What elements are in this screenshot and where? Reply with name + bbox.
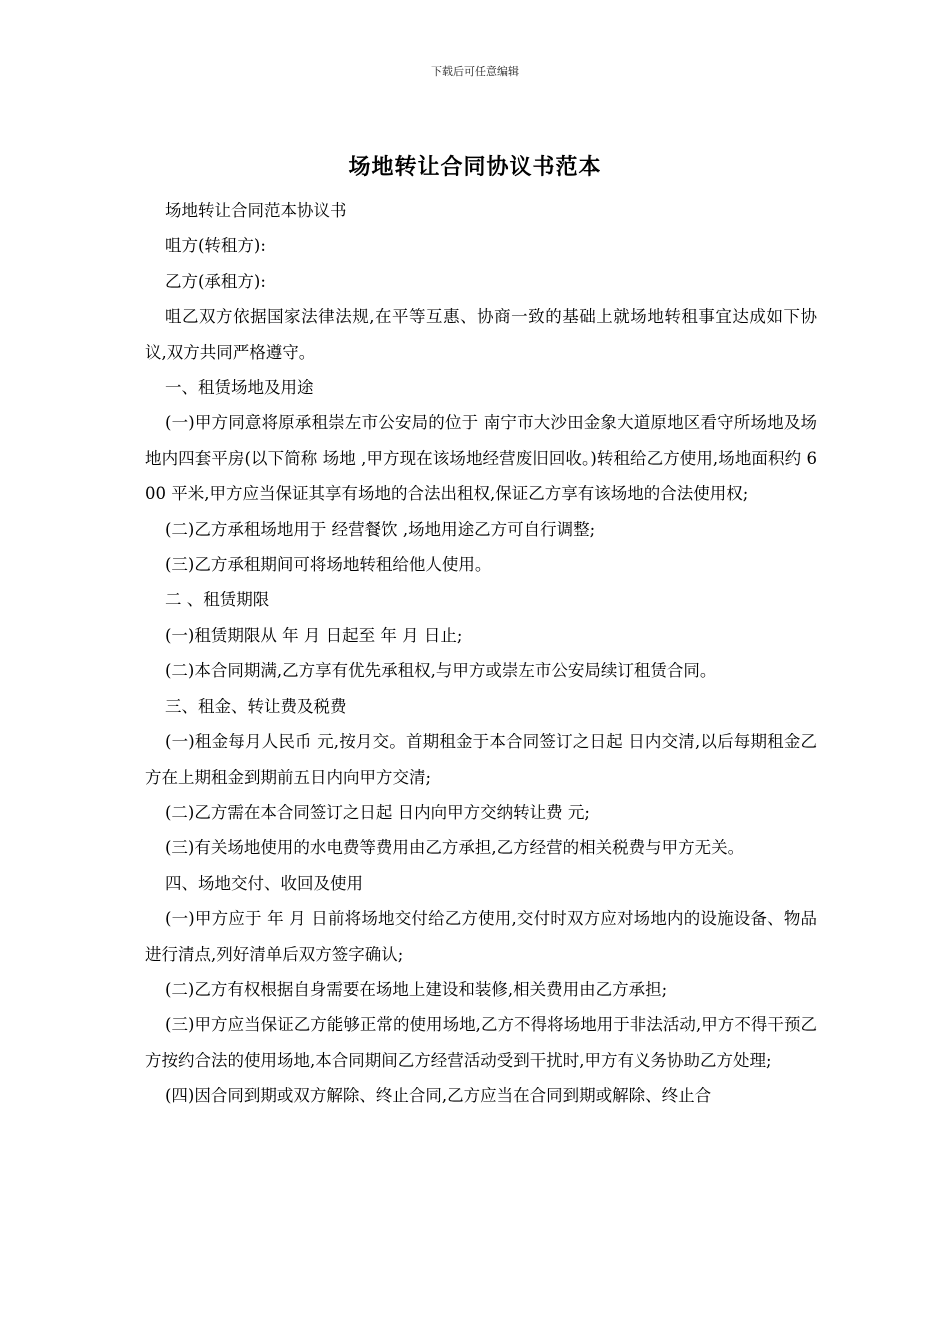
- clause-3-1: (一)租金每月人民币 元,按月交。首期租金于本合同签订之日起 日内交清,以后每期租金乙方在上期租金到期前五日内向甲方交清;: [145, 732, 817, 787]
- paragraph-party-a: 咀方(转租方):: [165, 236, 266, 256]
- section-heading-2: 二 、租赁期限: [165, 590, 270, 610]
- section-heading-4: 四、场地交付、收回及使用: [165, 873, 363, 893]
- section-heading-1: 一、租赁场地及用途: [165, 378, 314, 398]
- page-header-note: 下载后可任意编辑: [431, 65, 519, 78]
- clause-2-2: (二)本合同期满,乙方享有优先承租权,与甲方或崇左市公安局续订租赁合同。: [165, 661, 717, 681]
- clause-3-3: (三)有关场地使用的水电费等费用由乙方承担,乙方经营的相关税费与甲方无关。: [165, 838, 745, 858]
- clause-1-2: (二)乙方承租场地用于 经营餐饮 ,场地用途乙方可自行调整;: [165, 519, 596, 539]
- clause-4-2: (二)乙方有权根据自身需要在场地上建设和装修,相关费用由乙方承担;: [165, 979, 668, 999]
- document-body: [145, 193, 817, 1114]
- section-heading-3: 三、租金、转让费及税费: [165, 696, 347, 716]
- clause-2-1: (一)租赁期限从 年 月 日起至 年 月 日止;: [165, 625, 463, 645]
- clause-1-1: (一)甲方同意将原承租崇左市公安局的位于 南宁市大沙田金象大道原地区看守所场地及场地内四套平房(以下简称 场地 ,甲方现在该场地经营废旧回收。)转租给乙方使用,场地面积约 600 平米,甲方应当保证其享有场地的合法出租权,保证乙方享有该场地的合法使用权;: [145, 413, 817, 504]
- document-title: 场地转让合同协议书范本: [348, 154, 602, 180]
- paragraph-subtitle: 场地转让合同范本协议书: [165, 201, 347, 220]
- clause-1-3: (三)乙方承租期间可将场地转租给他人使用。: [165, 555, 492, 575]
- clause-4-1: (一)甲方应于 年 月 日前将场地交付给乙方使用,交付时双方应对场地内的设施设备、物品进行清点,列好清单后双方签字确认;: [145, 909, 817, 964]
- paragraph-party-b: 乙方(承租方):: [165, 271, 266, 291]
- clause-4-4: (四)因合同到期或双方解除、终止合同,乙方应当在合同到期或解除、终止合: [165, 1086, 712, 1106]
- clause-3-2: (二)乙方需在本合同签订之日起 日内向甲方交纳转让费 元;: [165, 802, 590, 822]
- paragraph-preamble: 咀乙双方依据国家法律法规,在平等互惠、协商一致的基础上就场地转租事宜达成如下协议,双方共同严格遵守。: [145, 307, 817, 362]
- clause-4-3: (三)甲方应当保证乙方能够正常的使用场地,乙方不得将场地用于非法活动,甲方不得干预乙方按约合法的使用场地,本合同期间乙方经营活动受到干扰时,甲方有义务协助乙方处理;: [145, 1015, 817, 1070]
